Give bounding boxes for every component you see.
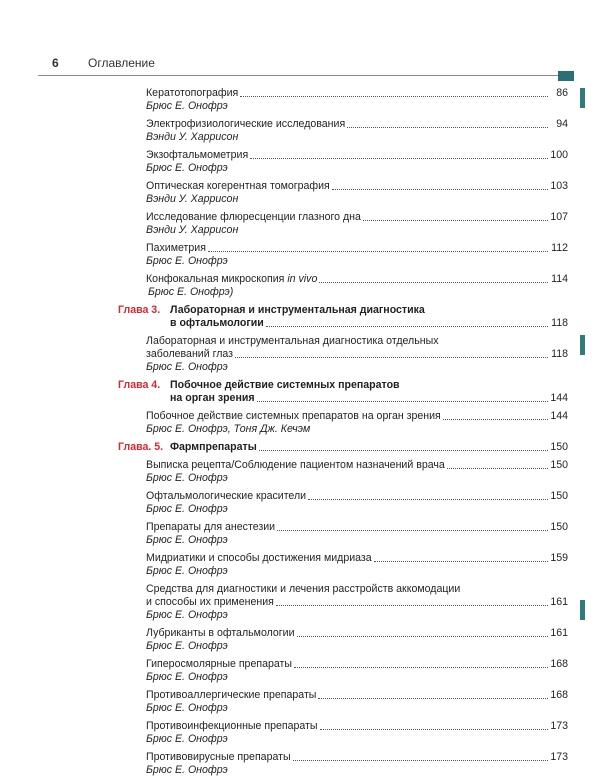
toc-entry bbox=[146, 521, 568, 547]
entry-page: 150 bbox=[550, 490, 568, 502]
entry-page: 173 bbox=[550, 751, 568, 763]
entry-author: Брюс Е. Онофрэ bbox=[146, 162, 228, 174]
chapter-title-cont: в офтальмологии bbox=[170, 317, 264, 329]
entry-author: Брюс Е. Онофрэ bbox=[146, 534, 228, 546]
toc-entry bbox=[146, 658, 568, 684]
entry-title: Исследование флюресценции глазного дна bbox=[146, 211, 361, 223]
chapter-label: Глава. 5. bbox=[118, 441, 164, 453]
entry-title: Препараты для анестезии bbox=[146, 521, 276, 533]
entry-page: 103 bbox=[550, 180, 568, 192]
entry-page: 150 bbox=[550, 441, 568, 453]
entry-author: Вэнди У. Харрисон bbox=[146, 224, 239, 236]
entry-title: Средства для диагностики и лечения расстройств аккомодации bbox=[146, 583, 461, 595]
entry-page: 86 bbox=[556, 87, 568, 99]
entry-title: Противовирусные препараты bbox=[146, 751, 291, 763]
entry-title: Лубриканты в офтальмологии bbox=[146, 627, 295, 639]
entry-title: Противоаллергические препараты bbox=[146, 689, 317, 701]
entry-title: Противоинфекционные препараты bbox=[146, 720, 318, 732]
entry-author: Брюс Е. Онофрэ bbox=[146, 361, 228, 373]
entry-page: 161 bbox=[550, 596, 568, 608]
entry-page: 168 bbox=[550, 658, 568, 670]
chapter-label: Глава 4. bbox=[118, 379, 161, 391]
entry-page: 168 bbox=[550, 689, 568, 701]
entry-author: Брюс Е. Онофрэ bbox=[146, 255, 228, 267]
toc-entry bbox=[146, 273, 568, 299]
chapter-title-cont: на орган зрения bbox=[170, 392, 255, 404]
edge-marker bbox=[580, 88, 585, 108]
toc-entry bbox=[146, 87, 568, 113]
running-header bbox=[52, 56, 155, 70]
toc-entry bbox=[146, 149, 568, 175]
entry-page: 118 bbox=[551, 348, 568, 360]
chapter-title: Побочное действие системных препаратов bbox=[170, 379, 400, 391]
entry-page: 173 bbox=[550, 720, 568, 732]
entry-title-cont: и способы их применения bbox=[146, 596, 274, 608]
page-number: 6 bbox=[52, 56, 59, 70]
toc-entry bbox=[146, 118, 568, 144]
entry-page: 161 bbox=[550, 627, 568, 639]
header-rule bbox=[38, 75, 564, 76]
table-of-contents bbox=[118, 87, 568, 782]
toc-entry bbox=[146, 720, 568, 746]
entry-author: Брюс Е. Онофрэ bbox=[146, 640, 228, 652]
entry-page: 112 bbox=[551, 242, 568, 254]
entry-author: Брюс Е. Онофрэ bbox=[146, 100, 228, 112]
running-title: Оглавление bbox=[88, 56, 155, 70]
toc-entry bbox=[146, 751, 568, 777]
entry-author: Вэнди У. Харрисон bbox=[146, 193, 239, 205]
entry-page: 159 bbox=[550, 552, 568, 564]
toc-entry bbox=[146, 583, 568, 622]
entry-page: 150 bbox=[550, 521, 568, 533]
toc-entry bbox=[146, 410, 568, 436]
chapter-label: Глава 3. bbox=[118, 304, 161, 316]
entry-title: Побочное действие системных препаратов на орган зрения bbox=[146, 410, 441, 422]
entry-author: Брюс Е. Онофрэ bbox=[146, 472, 228, 484]
chapter-5 bbox=[118, 441, 568, 454]
entry-title: Пахиметрия bbox=[146, 242, 206, 254]
entry-author: Брюс Е. Онофрэ bbox=[146, 764, 228, 776]
entry-page: 100 bbox=[550, 149, 568, 161]
entry-page: 94 bbox=[556, 118, 568, 130]
entry-title-cont: заболеваний глаз bbox=[146, 348, 234, 360]
edge-marker bbox=[580, 600, 585, 620]
entry-title: Офтальмологические красители bbox=[146, 490, 307, 502]
entry-page: 150 bbox=[550, 459, 568, 471]
toc-entry bbox=[146, 459, 568, 485]
entry-title: Конфокальная микроскопия in vivo bbox=[146, 273, 318, 285]
header-rule-cap bbox=[558, 71, 574, 81]
toc-entry bbox=[146, 335, 568, 374]
entry-title: Оптическая когерентная томография bbox=[146, 180, 330, 192]
entry-title: Электрофизиологические исследования bbox=[146, 118, 346, 130]
entry-title: Гиперосмолярные препараты bbox=[146, 658, 292, 670]
entry-page: 107 bbox=[550, 211, 568, 223]
entry-title: Лабораторная и инструментальная диагностика отдельных bbox=[146, 335, 439, 347]
toc-entry bbox=[146, 180, 568, 206]
entry-page: 114 bbox=[551, 273, 568, 285]
toc-entry bbox=[146, 552, 568, 578]
toc-entry bbox=[146, 242, 568, 268]
entry-author: Брюс Е. Онофрэ bbox=[146, 609, 228, 621]
entry-author: Брюс Е. Онофрэ bbox=[146, 702, 228, 714]
toc-entry bbox=[146, 627, 568, 653]
entry-title: Экзофтальмометрия bbox=[146, 149, 249, 161]
entry-author: Брюс Е. Онофрэ bbox=[146, 733, 228, 745]
chapter-title: Фармпрепараты bbox=[170, 441, 257, 453]
chapter-4 bbox=[118, 379, 568, 405]
edge-marker bbox=[580, 335, 585, 355]
entry-author: Брюс Е. Онофрэ, Тоня Дж. Кечэм bbox=[146, 423, 311, 435]
entry-title: Выписка рецепта/Соблюдение пациентом назначений врача bbox=[146, 459, 445, 471]
chapter-3 bbox=[118, 304, 568, 330]
entry-author: Брюс Е. Онофрэ bbox=[146, 671, 228, 683]
entry-author: Брюс Е. Онофрэ bbox=[146, 565, 228, 577]
entry-author: Брюс Е. Онофрэ bbox=[146, 503, 228, 515]
toc-entry bbox=[146, 211, 568, 237]
entry-author: Брюс Е. Онофрэ) bbox=[148, 286, 234, 298]
entry-title: Мидриатики и способы достижения мидриаза bbox=[146, 552, 372, 564]
entry-page: 118 bbox=[551, 317, 568, 329]
entry-page: 144 bbox=[550, 392, 568, 404]
entry-page: 144 bbox=[550, 410, 568, 422]
toc-entry bbox=[146, 490, 568, 516]
toc-entry bbox=[146, 689, 568, 715]
chapter-title: Лабораторная и инструментальная диагностика bbox=[170, 304, 425, 316]
entry-title: Кератотопография bbox=[146, 87, 239, 99]
entry-author: Вэнди У. Харрисон bbox=[146, 131, 239, 143]
